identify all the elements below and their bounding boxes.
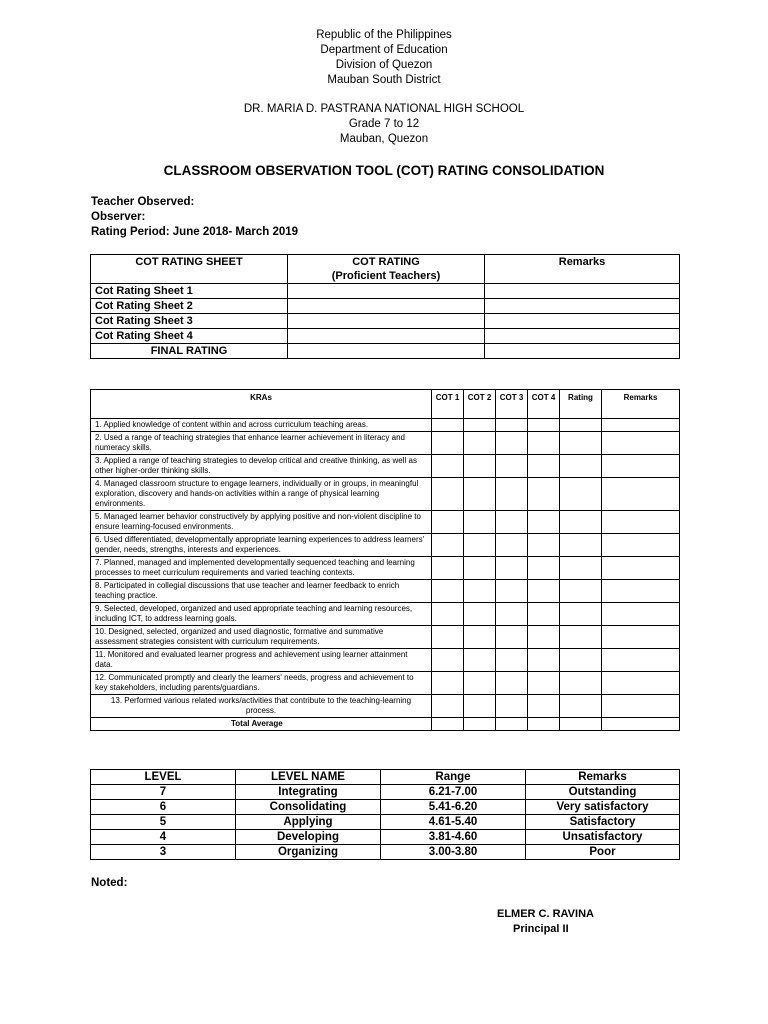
level-name: Integrating: [236, 785, 381, 800]
level-name: Organizing: [236, 845, 381, 860]
cot1-cell[interactable]: [432, 580, 464, 603]
noted-label: Noted:: [91, 877, 128, 889]
kra-row: [91, 511, 680, 534]
observer-label: Observer:: [91, 211, 146, 223]
cot4-cell[interactable]: [528, 419, 560, 432]
level-row: [91, 815, 680, 830]
cot3-cell[interactable]: [496, 649, 528, 672]
cot2-cell[interactable]: [464, 478, 496, 511]
kra-row: [91, 455, 680, 478]
level-name: Consolidating: [236, 800, 381, 815]
kra-description: 12. Communicated promptly and clearly the learners' needs, progress and achievement to key stakeholders, including parents/guardians.: [91, 672, 432, 695]
sheet-row-label: Cot Rating Sheet 3: [91, 314, 288, 329]
total-average-label: Total Average: [91, 718, 432, 731]
level-number: 4: [91, 830, 236, 845]
kra-description: 1. Applied knowledge of content within and across curriculum teaching areas.: [91, 419, 432, 432]
cot3-cell[interactable]: [496, 511, 528, 534]
cot4-cell[interactable]: [528, 649, 560, 672]
school-header: [0, 102, 768, 147]
kra-description: 9. Selected, developed, organized and used appropriate teaching and learning resources, including ICT, to address learning goals.: [91, 603, 432, 626]
cot1-cell[interactable]: [432, 649, 464, 672]
cot3-cell[interactable]: [496, 626, 528, 649]
kra-row: [91, 603, 680, 626]
remarks-cell[interactable]: [602, 580, 680, 603]
kra-row: [91, 649, 680, 672]
cot4-cell[interactable]: [528, 603, 560, 626]
level-row: [91, 830, 680, 845]
kra-row: [91, 672, 680, 695]
header-cot-rating-line1: COT RATING: [352, 256, 420, 268]
rating-cell[interactable]: [560, 603, 602, 626]
rating-cell[interactable]: [560, 695, 602, 718]
cot3-cell[interactable]: [496, 455, 528, 478]
cot3-cell[interactable]: [496, 672, 528, 695]
remarks-cell[interactable]: [602, 672, 680, 695]
header-line-district: Mauban South District: [327, 74, 441, 86]
remarks-cell[interactable]: [485, 299, 680, 314]
cot2-cell[interactable]: [464, 672, 496, 695]
remarks-cell[interactable]: [602, 695, 680, 718]
cot3-cell[interactable]: [496, 478, 528, 511]
rating-total-cell[interactable]: [560, 718, 602, 731]
remarks-cell[interactable]: [602, 626, 680, 649]
cot-summary-table: [90, 254, 680, 359]
cot4-cell[interactable]: [528, 432, 560, 455]
cot2-cell[interactable]: [464, 432, 496, 455]
kra-row: [91, 626, 680, 649]
cot3-cell[interactable]: [496, 580, 528, 603]
header-cot1: COT 1: [432, 390, 464, 419]
cot4-cell[interactable]: [528, 695, 560, 718]
kra-description: 13. Performed various related works/activities that contribute to the teaching-learning process.: [91, 695, 432, 718]
level-number: 7: [91, 785, 236, 800]
kra-description: 6. Used differentiated, developmentally appropriate learning experiences to address learners' gender, needs, strengths, interests and experiences.: [91, 534, 432, 557]
kra-row: [91, 557, 680, 580]
remarks-cell[interactable]: [485, 284, 680, 299]
cot4-cell[interactable]: [528, 580, 560, 603]
cot3-cell[interactable]: [496, 419, 528, 432]
school-grade: Grade 7 to 12: [348, 118, 420, 130]
remarks-cell[interactable]: [485, 329, 680, 344]
document-title: CLASSROOM OBSERVATION TOOL (COT) RATING CONSOLIDATION: [163, 163, 605, 178]
signatory-position: Principal II: [513, 923, 569, 935]
level-header-range: Range: [381, 770, 526, 785]
cot1-cell[interactable]: [432, 534, 464, 557]
cot1-cell[interactable]: [432, 511, 464, 534]
cot4-cell[interactable]: [528, 534, 560, 557]
header-kras: KRAs: [91, 390, 432, 419]
level-number: 5: [91, 815, 236, 830]
remarks-cell[interactable]: [602, 432, 680, 455]
kra-description: 5. Managed learner behavior constructively by applying positive and non-violent discipline to ensure learning-focused environments.: [91, 511, 432, 534]
remarks-total-cell[interactable]: [602, 718, 680, 731]
kra-rows: [91, 419, 680, 731]
rating-cell[interactable]: [560, 511, 602, 534]
kra-row: [91, 580, 680, 603]
rating-cell[interactable]: [560, 672, 602, 695]
level-range: 3.81-4.60: [381, 830, 526, 845]
kra-description: 3. Applied a range of teaching strategies to develop critical and creative thinking, as well as other higher-order thinking skills.: [91, 455, 432, 478]
level-row: [91, 800, 680, 815]
kra-description: 10. Designed, selected, organized and used diagnostic, formative and summative assessment strategies consistent with curriculum requirements.: [91, 626, 432, 649]
cot4-cell[interactable]: [528, 672, 560, 695]
header-line-division: Division of Quezon: [335, 59, 433, 71]
document-header: [0, 28, 768, 88]
cot4-cell[interactable]: [528, 478, 560, 511]
kra-row: [91, 534, 680, 557]
cot3-total-cell[interactable]: [496, 718, 528, 731]
signature-block: [497, 907, 594, 937]
level-header-remarks: Remarks: [526, 770, 680, 785]
level-name: Applying: [236, 815, 381, 830]
kra-description: 2. Used a range of teaching strategies that enhance learner achievement in literacy and numeracy skills.: [91, 432, 432, 455]
remarks-cell[interactable]: [602, 455, 680, 478]
rating-cell[interactable]: [288, 299, 485, 314]
kra-row: [91, 695, 680, 718]
rating-cell[interactable]: [560, 626, 602, 649]
header-cot-rating: [288, 255, 485, 284]
rating-cell[interactable]: [560, 478, 602, 511]
rating-cell[interactable]: [560, 580, 602, 603]
cot1-cell[interactable]: [432, 695, 464, 718]
cot2-cell[interactable]: [464, 626, 496, 649]
rating-cell[interactable]: [288, 314, 485, 329]
cot1-cell[interactable]: [432, 557, 464, 580]
cot1-cell[interactable]: [432, 478, 464, 511]
cot2-total-cell[interactable]: [464, 718, 496, 731]
rating-cell[interactable]: [560, 455, 602, 478]
level-range: 6.21-7.00: [381, 785, 526, 800]
level-header-level: LEVEL: [91, 770, 236, 785]
cot2-cell[interactable]: [464, 511, 496, 534]
level-range: 5.41-6.20: [381, 800, 526, 815]
cot2-cell[interactable]: [464, 603, 496, 626]
signatory-name: ELMER C. RAVINA: [497, 908, 594, 920]
header-kra-remarks: Remarks: [602, 390, 680, 419]
level-number: 6: [91, 800, 236, 815]
school-location: Mauban, Quezon: [339, 133, 429, 145]
header-cot-rating-sheet: COT RATING SHEET: [91, 255, 288, 284]
cot3-cell[interactable]: [496, 432, 528, 455]
kra-table: [90, 389, 680, 731]
cot2-cell[interactable]: [464, 580, 496, 603]
header-line-department: Department of Education: [320, 44, 448, 56]
cot1-cell[interactable]: [432, 672, 464, 695]
remarks-cell[interactable]: [602, 511, 680, 534]
cot2-cell[interactable]: [464, 695, 496, 718]
cot3-cell[interactable]: [496, 695, 528, 718]
level-remarks: Very satisfactory: [526, 800, 680, 815]
remarks-cell[interactable]: [602, 557, 680, 580]
level-remarks: Poor: [526, 845, 680, 860]
header-line-republic: Republic of the Philippines: [316, 29, 452, 41]
level-row: [91, 845, 680, 860]
header-rating: Rating: [560, 390, 602, 419]
rating-cell[interactable]: [288, 329, 485, 344]
kra-description: 11. Monitored and evaluated learner progress and achievement using learner attainment data.: [91, 649, 432, 672]
cot2-cell[interactable]: [464, 534, 496, 557]
level-remarks: Outstanding: [526, 785, 680, 800]
rating-cell[interactable]: [560, 557, 602, 580]
remarks-cell[interactable]: [602, 478, 680, 511]
cot2-cell[interactable]: [464, 649, 496, 672]
level-name: Developing: [236, 830, 381, 845]
header-remarks: Remarks: [485, 255, 680, 284]
level-remarks: Satisfactory: [526, 815, 680, 830]
level-range: 3.00-3.80: [381, 845, 526, 860]
remarks-cell[interactable]: [602, 419, 680, 432]
teacher-observed-label: Teacher Observed:: [91, 196, 195, 208]
observation-info: [91, 195, 298, 240]
cot2-cell[interactable]: [464, 419, 496, 432]
header-cot2: COT 2: [464, 390, 496, 419]
header-cot3: COT 3: [496, 390, 528, 419]
cot4-cell[interactable]: [528, 626, 560, 649]
final-rating-cell[interactable]: [288, 344, 485, 359]
cot2-cell[interactable]: [464, 455, 496, 478]
level-row: [91, 785, 680, 800]
level-remarks: Unsatisfactory: [526, 830, 680, 845]
kra-description: 7. Planned, managed and implemented developmentally sequenced teaching and learning processes to meet curriculum requirements and varied teaching contexts.: [91, 557, 432, 580]
cot1-cell[interactable]: [432, 626, 464, 649]
sheet-row-label: Cot Rating Sheet 2: [91, 299, 288, 314]
rating-cell[interactable]: [560, 534, 602, 557]
cot1-cell[interactable]: [432, 455, 464, 478]
cot3-cell[interactable]: [496, 534, 528, 557]
cot3-cell[interactable]: [496, 603, 528, 626]
rating-cell[interactable]: [560, 649, 602, 672]
cot1-total-cell[interactable]: [432, 718, 464, 731]
cot2-cell[interactable]: [464, 557, 496, 580]
remarks-cell[interactable]: [602, 603, 680, 626]
final-rating-label: FINAL RATING: [91, 344, 288, 359]
rating-cell[interactable]: [560, 432, 602, 455]
level-header-name: LEVEL NAME: [236, 770, 381, 785]
cot4-cell[interactable]: [528, 511, 560, 534]
cot1-cell[interactable]: [432, 432, 464, 455]
cot3-cell[interactable]: [496, 557, 528, 580]
total-average-row: [91, 718, 680, 731]
school-name: DR. MARIA D. PASTRANA NATIONAL HIGH SCHOOL: [243, 103, 525, 115]
kra-row: [91, 419, 680, 432]
kra-description: 4. Managed classroom structure to engage learners, individually or in groups, in meaningful exploration, discovery and hands-on activities within a range of physical learning environments.: [91, 478, 432, 511]
level-table: [90, 769, 680, 860]
cot4-cell[interactable]: [528, 455, 560, 478]
level-number: 3: [91, 845, 236, 860]
cot4-cell[interactable]: [528, 557, 560, 580]
remarks-cell[interactable]: [485, 314, 680, 329]
header-cot-rating-line2: (Proficient Teachers): [331, 270, 441, 282]
remarks-cell[interactable]: [602, 534, 680, 557]
kra-description: 8. Participated in collegial discussions that use teacher and learner feedback to enrich teaching practice.: [91, 580, 432, 603]
kra-row: [91, 478, 680, 511]
kra-row: [91, 432, 680, 455]
cot4-total-cell[interactable]: [528, 718, 560, 731]
sheet-row-label: Cot Rating Sheet 1: [91, 284, 288, 299]
sheet-row-label: Cot Rating Sheet 4: [91, 329, 288, 344]
rating-period: Rating Period: June 2018- March 2019: [91, 226, 299, 238]
remarks-cell[interactable]: [602, 649, 680, 672]
final-remarks-cell[interactable]: [485, 344, 680, 359]
cot1-cell[interactable]: [432, 419, 464, 432]
rating-cell[interactable]: [560, 419, 602, 432]
level-range: 4.61-5.40: [381, 815, 526, 830]
cot1-cell[interactable]: [432, 603, 464, 626]
rating-cell[interactable]: [288, 284, 485, 299]
header-cot4: COT 4: [528, 390, 560, 419]
